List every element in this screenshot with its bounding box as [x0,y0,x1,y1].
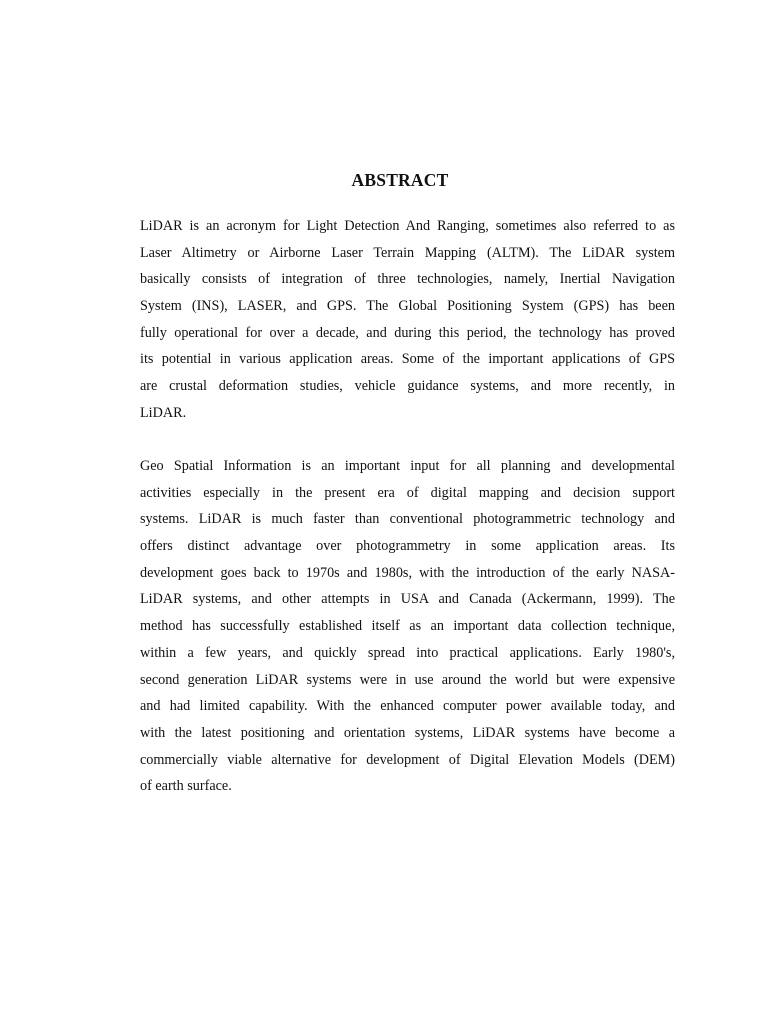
paragraph-line: with the latest positioning and orientation systems, LiDAR systems have become a [140,724,675,741]
paragraph-line: and had limited capability. With the enhanced computer power available today, and [140,698,675,715]
paragraph-line: LiDAR systems, and other attempts in USA and Canada (Ackermann, 1999). The [140,591,675,608]
paragraph-line: offers distinct advantage over photogrammetry in some application areas. Its [140,538,675,555]
paragraph-line: second generation LiDAR systems were in use around the world but were expensive [140,671,675,688]
paragraph-line: activities especially in the present era of digital mapping and decision support [140,484,675,501]
paragraph-line: basically consists of integration of three technologies, namely, Inertial Navigation [140,271,675,288]
paragraph-line: Laser Altimetry or Airborne Laser Terrain Mapping (ALTM). The LiDAR system [140,244,675,261]
paragraph-line: LiDAR. [140,404,187,421]
paragraph-line: System (INS), LASER, and GPS. The Global Positioning System (GPS) has been [140,298,675,315]
paragraph-line: systems. LiDAR is much faster than conventional photogrammetric technology and [140,511,675,528]
paragraph-line: are crustal deformation studies, vehicle guidance systems, and more recently, in [140,378,675,395]
abstract-paragraph-1 [140,213,675,427]
paragraph-line: of earth surface. [140,778,232,795]
paragraph-line: commercially viable alternative for development of Digital Elevation Models (DEM) [140,751,675,768]
paragraph-line: development goes back to 1970s and 1980s, with the introduction of the early NASA- [140,564,675,581]
paragraph-line: Geo Spatial Information is an important input for all planning and developmental [140,458,675,474]
abstract-paragraph-2 [140,453,675,800]
paragraph-line: method has successfully established itself as an important data collection technique, [140,618,675,635]
paragraph-line: fully operational for over a decade, and during this period, the technology has proved [140,324,675,341]
paragraph-line: its potential in various application areas. Some of the important applications of GPS [140,351,675,368]
paragraph-line: within a few years, and quickly spread into practical applications. Early 1980's, [140,644,675,661]
abstract-heading: ABSTRACT [351,170,449,190]
paragraph-line: LiDAR is an acronym for Light Detection And Ranging, sometimes also referred to as [140,218,675,234]
